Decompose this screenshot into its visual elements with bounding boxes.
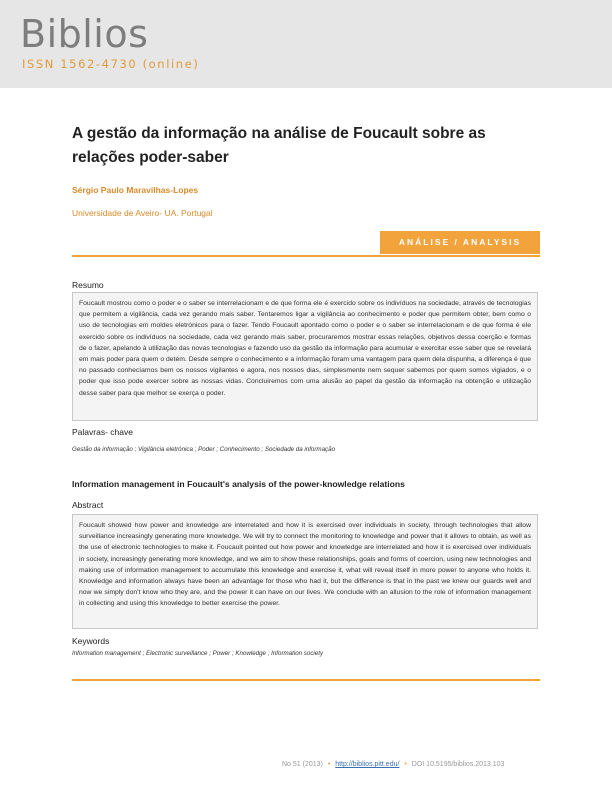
resumo-text: Foucault mostrou como o poder e o saber se interrelacionam e de que forma ele é exercido sobre os indivíduos na sociedade, através de tecnologias que permitem a vigilância, cada vez gerando mais saber. Tentaremos ligar a vigilância ao conhecimento e poder que permitem obter, bem como o uso de tecnologias em moldes eletrónicos para o fazer. Tendo Foucault apontado como o poder e o saber se interrelacionam e de que forma é ele exercido sobre os indivíduos na sociedade, cada vez gerando mais saber, procuraremos mostrar essas relações, objetivos dessa coerção e formas de o fazer, apelando à utilização das novas tecnologias e fazendo uso da gestão da informação para acumular e exercitar esse saber que se revelará em mais poder para quem o detém. Desde sempre o conhecimento e a informação foram uma vantagem para quem dela dispunha, a diferença é que no passado conhecíamos bem os nossos vigilantes e agora, nos nossos dias, simplesmente nem sequer sabemos por quem somos vigiados, e o poder que isso pode exercer sobre as nossas vidas. Concluiremos com uma alusão ao papel da gestão da informação na obtenção e utilização desse saber para que melhor se exerça o poder. [79, 300, 531, 397]
section-banner: ANÁLISE / ANALYSIS [380, 231, 540, 254]
abstract-box [72, 514, 538, 629]
abstract-heading: Abstract [72, 500, 104, 510]
footer-issue: No 51 (2013) [282, 761, 323, 768]
resumo-heading: Resumo [72, 280, 104, 290]
divider-bottom [72, 679, 540, 681]
bullet-icon: • [404, 761, 407, 768]
abstract-text: Foucault showed how power and knowledge are interrelated and how it is exercised over individuals in society, through technologies that allow surveillance increasingly generating more knowledge. We will try to connect the monitoring to knowledge and power that it allows to obtain, as well as the use of electronic technologies to make it. Foucault pointed out how power and knowledge are interrelated and how it is exercised over individuals in society, increasingly generating more knowledge, and we aim to show these relationships, goals and forms of coercion, using new technologies and making use of information management to accumulate this knowledge and exercise it, what will reveal itself in more power to anyone who holds it. Knowledge and information always have been an advantage for those who had it, but the difference is that in the past we knew our guards well and now we simply don't know who they are, and the power it can have on our lives. We conclude with an allusion to the role of information management in collecting and using this knowledge to better exercise the power. [79, 522, 531, 608]
footer-url-link[interactable]: http://biblios.pitt.edu/ [335, 761, 400, 768]
keywords-heading: Keywords [72, 636, 110, 646]
divider-top [72, 255, 540, 257]
journal-logo: Biblios [20, 12, 149, 56]
issn-line: ISSN 1562-4730 (online) [22, 57, 200, 71]
author-affiliation: Universidade de Aveiro- UA. Portugal [72, 208, 213, 218]
english-title: Information management in Foucault's analysis of the power-knowledge relations [72, 479, 405, 489]
page-footer [282, 761, 504, 768]
article-title: A gestão da informação na análise de Foucault sobre as relações poder-saber [72, 125, 486, 166]
journal-header [0, 0, 612, 88]
palavras-chave-heading: Palavras- chave [72, 427, 133, 437]
keywords-list: Information management ; Electronic surveillance ; Power ; Knowledge ; Information society [72, 650, 324, 657]
resumo-box [72, 292, 538, 421]
article-author: Sérgio Paulo Maravilhas-Lopes [72, 185, 199, 195]
footer-doi: DOI 10.5195/biblios.2013.103 [411, 761, 505, 768]
bullet-icon: • [327, 761, 331, 768]
palavras-chave-list: Gestão da informação ; Vigilância eletrónica ; Poder ; Conhecimento ; Sociedade da informação [72, 446, 336, 453]
